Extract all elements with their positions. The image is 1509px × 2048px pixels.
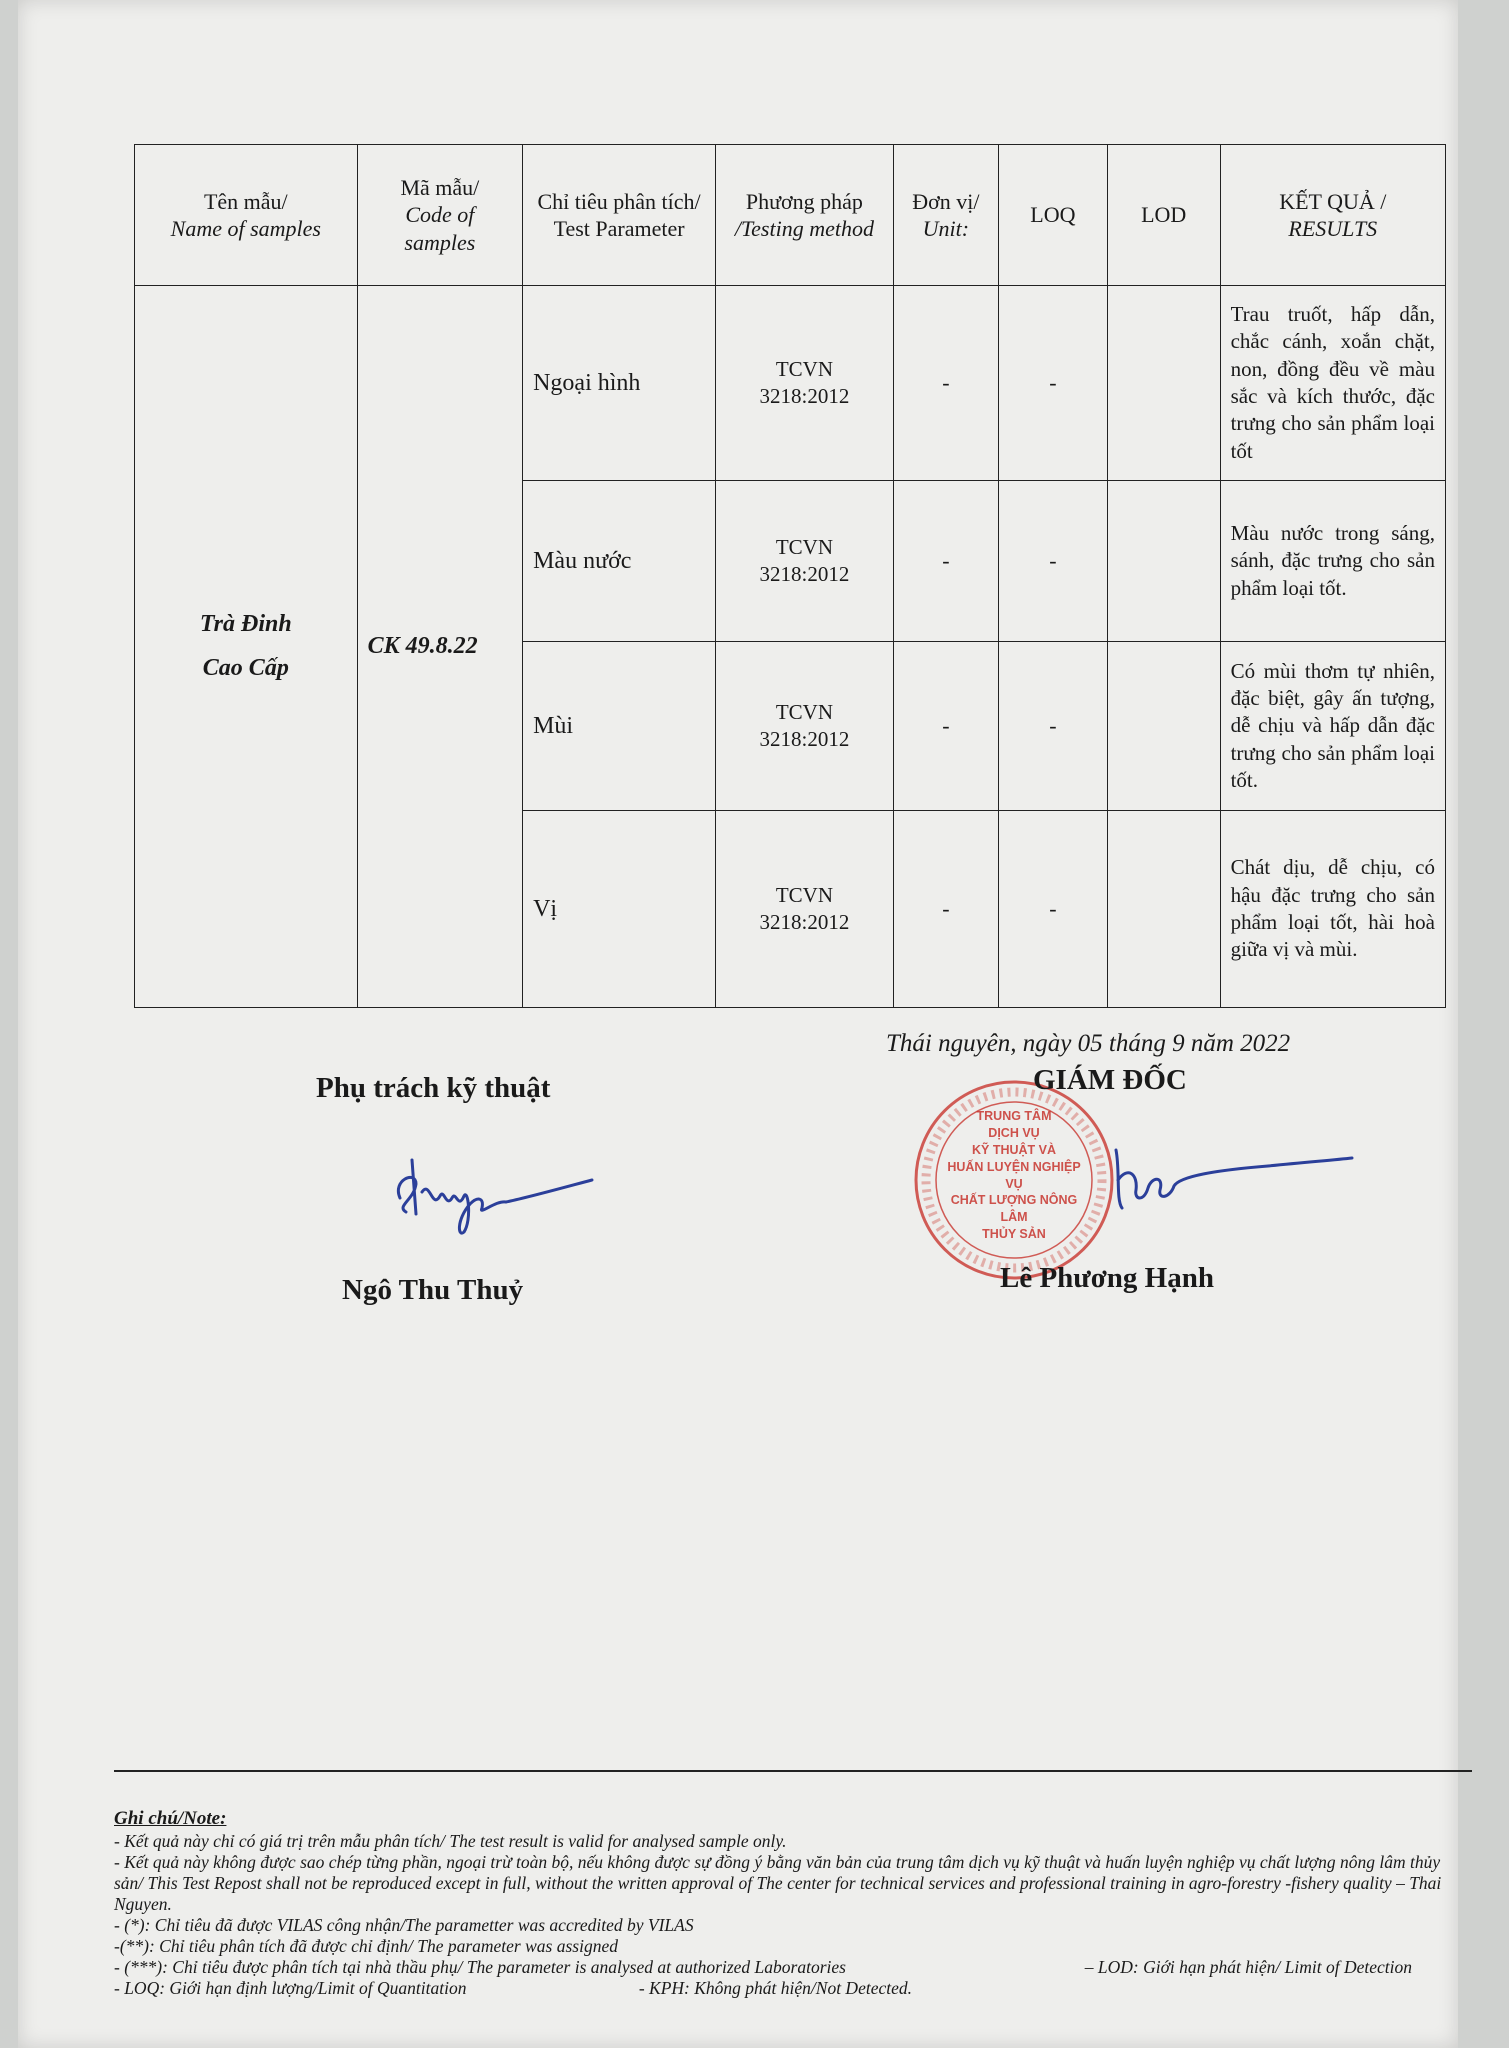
result-cell: Màu nước trong sáng, sánh, đặc trưng cho sản phẩm loại tốt. xyxy=(1220,481,1445,642)
note-line: - Kết quả này chỉ có giá trị trên mẫu phân tích/ The test result is valid for analysed sample only. xyxy=(114,1830,787,1851)
result-cell: Trau truốt, hấp dẫn, chắc cánh, xoắn chặt, non, đồng đều về màu sắc và kích thước, đặc trưng cho sản phẩm loại tốt xyxy=(1220,286,1445,481)
lod-cell xyxy=(1107,642,1220,811)
director-name: Lê Phương Hạnh xyxy=(1000,1262,1214,1294)
unit-cell: - xyxy=(893,286,998,481)
sample-code-cell: CK 49.8.22 xyxy=(357,286,522,1008)
method-cell: TCVN 3218:2012 xyxy=(716,481,894,642)
method-cell: TCVN 3218:2012 xyxy=(716,811,894,1008)
sample-name-cell: Trà Đinh Cao Cấp xyxy=(135,286,358,1008)
note-line: - Kết quả này không được sao chép từng phần, ngoại trừ toàn bộ, nếu không được sự đồng ý bằng văn bản của trung tâm dịch vụ kỹ thuật và huấn luyện nghiệp vụ chất lượng nông lâm thủy sản/ This Test Repost shall not be reproduced except in full, without the written approval of The center for technical services and professional training in agro-forestry -fishery quality – Thai Nguyen. xyxy=(114,1851,1442,1914)
note-line: - (***): Chỉ tiêu được phân tích tại nhà thầu phụ/ The parameter is analysed at authorized Laboratories – LOD: Giới hạn phát hiện/ Limit of Detection xyxy=(114,1956,1412,1977)
note-line: -(**): Chỉ tiêu phân tích đã được chỉ định/ The parameter was assigned xyxy=(114,1935,618,1956)
notes-title: Ghi chú/Note: xyxy=(114,1808,227,1829)
loq-cell: - xyxy=(998,286,1107,481)
document-page xyxy=(18,0,1458,2048)
lod-cell xyxy=(1107,811,1220,1008)
table-header-row xyxy=(135,145,1446,286)
loq-cell: - xyxy=(998,481,1107,642)
director-title: GIÁM ĐỐC xyxy=(1033,1064,1187,1096)
note-line: - LOQ: Giới hạn định lượng/Limit of Quantitation - KPH: Không phát hiện/Not Detected. xyxy=(114,1977,912,1998)
table-row xyxy=(135,286,1446,481)
technical-lead-title: Phụ trách kỹ thuật xyxy=(316,1072,551,1104)
method-cell: TCVN 3218:2012 xyxy=(716,286,894,481)
header-sample-name: Tên mẫu/ Name of samples xyxy=(135,145,358,286)
parameter-cell: Mùi xyxy=(523,642,716,811)
unit-cell: - xyxy=(893,642,998,811)
method-cell: TCVN 3218:2012 xyxy=(716,642,894,811)
header-parameter: Chỉ tiêu phân tích/ Test Parameter xyxy=(523,145,716,286)
loq-cell: - xyxy=(998,642,1107,811)
header-loq: LOQ xyxy=(998,145,1107,286)
result-cell: Chát dịu, dễ chịu, có hậu đặc trưng cho sản phẩm loại tốt, hài hoà giữa vị và mùi. xyxy=(1220,811,1445,1008)
stamp-text: TRUNG TÂM DỊCH VỤ KỸ THUẬT VÀ HUẤN LUYỆN NGHIỆP VỤ CHẤT LƯỢNG NÔNG LÂM THỦY SẢN xyxy=(947,1109,1081,1242)
header-lod: LOD xyxy=(1107,145,1220,286)
lod-cell xyxy=(1107,481,1220,642)
header-unit: Đơn vị/ Unit: xyxy=(893,145,998,286)
note-line: - (*): Chỉ tiêu đã được VILAS công nhận/The parametter was accredited by VILAS xyxy=(114,1914,694,1935)
notes-divider xyxy=(114,1770,1472,1772)
lod-cell xyxy=(1107,286,1220,481)
notes-section xyxy=(114,1808,1472,1999)
parameter-cell: Màu nước xyxy=(523,481,716,642)
header-method: Phương pháp /Testing method xyxy=(716,145,894,286)
result-cell: Có mùi thơm tự nhiên, đặc biệt, gây ấn tượng, dễ chịu và hấp dẫn đặc trưng cho sản phẩm loại tốt. xyxy=(1220,642,1445,811)
issue-date: Thái nguyên, ngày 05 tháng 9 năm 2022 xyxy=(886,1030,1291,1057)
header-sample-code: Mã mẫu/ Code of samples xyxy=(357,145,522,286)
parameter-cell: Ngoại hình xyxy=(523,286,716,481)
director-signature-icon xyxy=(1108,1130,1358,1220)
technical-lead-signature-icon xyxy=(386,1140,606,1240)
technical-lead-name: Ngô Thu Thuỷ xyxy=(342,1274,524,1306)
unit-cell: - xyxy=(893,811,998,1008)
parameter-cell: Vị xyxy=(523,811,716,1008)
loq-cell: - xyxy=(998,811,1107,1008)
unit-cell: - xyxy=(893,481,998,642)
header-result: KẾT QUẢ / RESULTS xyxy=(1220,145,1445,286)
results-table xyxy=(134,144,1446,1008)
